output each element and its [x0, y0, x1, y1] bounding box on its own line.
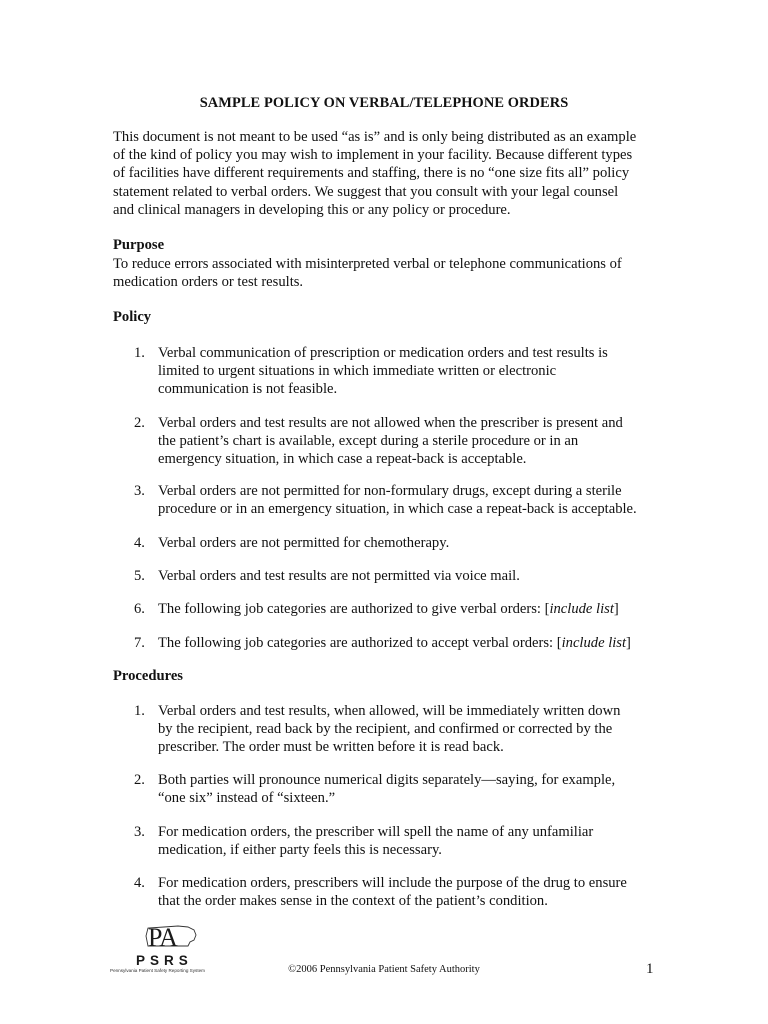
list-text: Verbal orders are not permitted for non-formulary drugs, except during a sterile procedure or in an emergency situation, in which case a repeat-back is acceptable.	[158, 483, 637, 518]
list-text-lead: The following job categories are authorized to give verbal orders: [	[158, 601, 550, 617]
logo-psrs-text: PSRS	[136, 953, 193, 968]
procedures-heading: Procedures	[113, 668, 183, 684]
purpose-heading: Purpose	[113, 237, 165, 253]
list-text: Verbal orders and test results are not permitted via voice mail.	[158, 568, 520, 584]
document-title: SAMPLE POLICY ON VERBAL/TELEPHONE ORDERS	[199, 95, 569, 111]
purpose-text: To reduce errors associated with misinterpreted verbal or telephone communications of medication orders or test results.	[113, 256, 622, 291]
list-number: 4.	[134, 875, 145, 891]
list-number: 6.	[134, 601, 145, 617]
page-number: 1	[646, 961, 654, 977]
list-text: Verbal orders and test results are not allowed when the prescriber is present and the patient’s chart is available, except during a sterile procedure or in an emergency situation, in which case a repeat-back is acceptable.	[158, 415, 623, 468]
logo-pa-text: PA	[148, 923, 177, 952]
list-number: 5.	[134, 568, 145, 584]
list-text-lead: The following job categories are authorized to accept verbal orders: [	[158, 635, 562, 651]
policy-heading: Policy	[113, 309, 152, 325]
list-number: 1.	[134, 345, 145, 361]
list-text	[158, 600, 658, 618]
list-number: 2.	[134, 415, 145, 431]
intro-paragraph: This document is not meant to be used “as is” and is only being distributed as an example of the kind of policy you may wish to implement in your facility. Because different types of facilities have different requirements and staffing, there is no “one size fits all” policy statement related to verbal orders. We suggest that you consult with your legal counsel and clinical managers in developing this or any policy or procedure.	[113, 129, 637, 218]
list-text: Verbal orders are not permitted for chemotherapy.	[158, 535, 450, 551]
list-number: 4.	[134, 535, 145, 551]
list-text-end: ]	[626, 635, 631, 651]
list-text	[158, 634, 658, 652]
list-number: 3.	[134, 824, 145, 840]
list-number: 3.	[134, 483, 145, 499]
list-text: For medication orders, prescribers will include the purpose of the drug to ensure that the order makes sense in the context of the patient’s condition.	[158, 875, 627, 910]
list-text: For medication orders, the prescriber will spell the name of any unfamiliar medication, if either party feels this is necessary.	[158, 824, 594, 859]
logo-subtitle: Pennsylvania Patient Safety Reporting System	[110, 968, 205, 973]
list-number: 2.	[134, 772, 145, 788]
list-text: Verbal orders and test results, when allowed, will be immediately written down by the recipient, read back by the recipient, and confirmed or corrected by the prescriber. The order must be written before it is read back.	[158, 703, 621, 756]
list-text: Both parties will pronounce numerical digits separately—saying, for example, “one six” instead of “sixteen.”	[158, 772, 616, 807]
list-number: 7.	[134, 635, 145, 651]
list-text-end: ]	[613, 601, 619, 617]
copyright-notice: ©2006 Pennsylvania Patient Safety Authority	[288, 964, 480, 975]
list-text-italic: include list	[549, 601, 614, 617]
list-number: 1.	[134, 703, 145, 719]
list-text-italic: include list	[561, 635, 627, 651]
list-text: Verbal communication of prescription or medication orders and test results is limited to urgent situations in which immediate written or electronic communication is not feasible.	[158, 345, 608, 398]
